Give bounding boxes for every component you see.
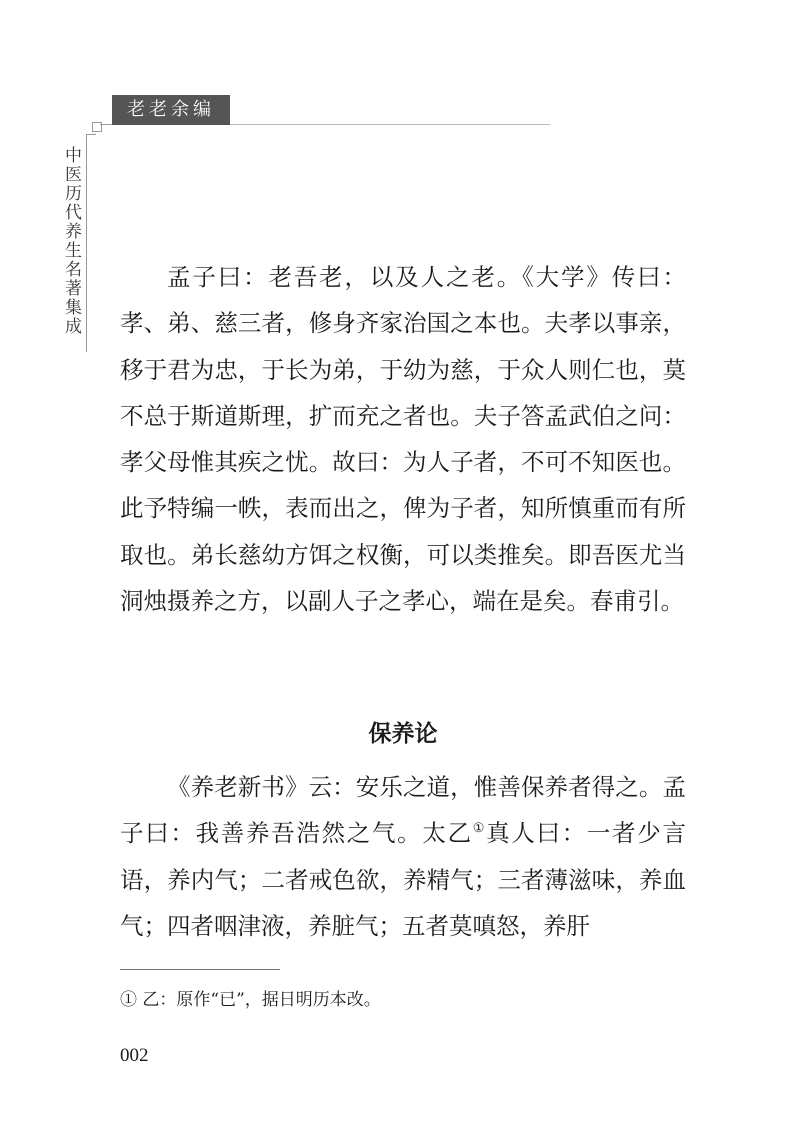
paragraph-2-part-b: 真人曰：一者少言语，养内气；二者戒色欲，养精气；三者薄滋味，养血气；四者咽津液，养脏气；五者莫嗔怒，养肝 [120, 819, 687, 940]
footnote-rule [120, 969, 280, 970]
page-number: 002 [120, 1045, 149, 1066]
series-title: 中医历代养生名著集成 [61, 146, 81, 336]
header-rule [230, 124, 550, 125]
paragraph-2 [120, 764, 686, 949]
footnote: ① 乙：原作“已”，据日明历本改。 [120, 990, 381, 1010]
side-vertical-rule [86, 134, 87, 352]
footnote-reference[interactable]: ① [472, 821, 487, 837]
section-heading: 保养论 [368, 721, 438, 747]
header-label: 老老余编 [112, 95, 230, 125]
paragraph-2-part-a: 《养老新书》云：安乐之道，惟善保养者得之。孟子曰：我善养吾浩然之气。太乙 [120, 773, 686, 848]
paragraph-1: 孟子曰：老吾老，以及人之老。《大学》传曰：孝、弟、慈三者，修身齐家治国之本也。夫孝以事亲，移于君为忠，于长为弟，于幼为慈，于众人则仁也，莫不总于斯道斯理，扩而充之者也。夫子答孟武伯之问：孝父母惟其疾之忧。故曰：为人子者，不可不知医也。此予特编一帙，表而出之，俾为子者，知所慎重而有所取也。弟长慈幼方饵之权衡，可以类推矣。即吾医尤当洞烛摄养之方，以副人子之孝心，端在是矣。春甫引。 [120, 263, 686, 616]
side-horizontal-rule [86, 134, 96, 135]
frame-corner-connector [100, 124, 112, 125]
